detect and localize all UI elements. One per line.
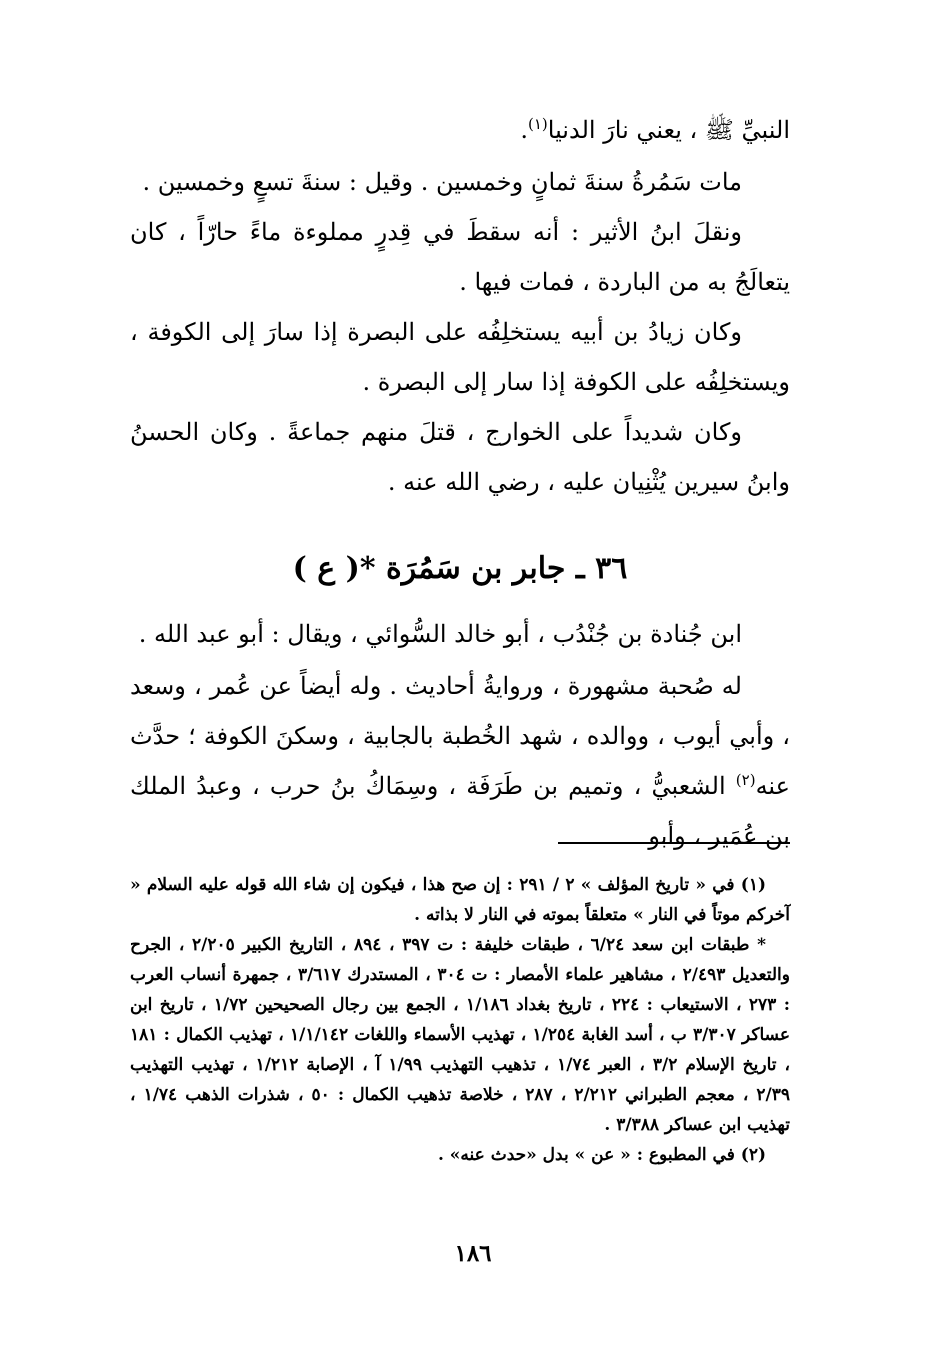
paragraph: مات سَمُرةُ سنةَ ثمانٍ وخمسين . وقيل : سنةَ تسعٍ وخمسين . xyxy=(142,168,742,196)
paragraph: وكان زيادُ بن أبيه يستخلِفُه على البصرة إذا سارَ إلى الكوفة ، ويستخلِفُه على الكوفة إذا سار إلى البصرة . xyxy=(130,318,790,396)
main-text xyxy=(130,105,790,861)
text-run: له صُحبة مشهورة ، وروايةُ أحاديث . وله أيضاً عن عُمر ، وسعد ، وأبي أيوب ، ووالده ، شهد الخُطبة بالجابية ، وسكنَ الكوفة ؛ حدَّث عنه xyxy=(130,672,791,800)
entry-title: ٣٦ ـ جابر بن سَمُرَة *( ع ) xyxy=(292,551,628,586)
footnote: (٢) في المطبوع : « عن » بدل «حدث عنه» . xyxy=(437,1145,766,1165)
text-line: النبيِّ ﷺ ، يعني نارَ الدنيا xyxy=(547,116,790,144)
paragraph: ونقلَ ابنُ الأثير : أنه سقطَ في قِدرٍ مملوءة ماءً حارّاً ، كان يتعالَجُ به من الباردة ، فمات فيها . xyxy=(130,218,790,296)
paragraph: وكان شديداً على الخوارج ، قتلَ منهم جماعةً . وكان الحسنُ وابنُ سيرين يُثْنِيان عليه ، رضي الله عنه . xyxy=(130,418,790,496)
text-run: الشعبيُّ ، وتميم بن طَرَفَة ، وسِمَاكُ بنُ حرب ، وعبدُ الملك بن عُمَير ، وأبو xyxy=(130,772,790,850)
footnote: (١) في « تاريخ المؤلف » ٢ / ٢٩١ : إن صح هذا ، فيكون إن شاء الله قوله عليه السلام « آخركم موتاً في النار » متعلقاً بموته في النار لا بذاته . xyxy=(130,875,790,925)
footnote-ref: (١) xyxy=(527,115,548,133)
footnote: * طبقات ابن سعد ٦/٢٤ ، طبقات خليفة : ت ٣٩٧ ، ٨٩٤ ، التاريخ الكبير ٢/٢٠٥ ، الجرح والتعديل ٢/٤٩٣ ، مشاهير علماء الأمصار : ت ٣٠٤ ، المستدرك ٣/٦١٧ ، جمهرة أنساب العرب : ٢٧٣ ، الاستيعاب : ٢٢٤ ، تاريخ بغداد ١/١٨٦ ، الجمع بين رجال الصحيحين ١/٧٢ ، تاريخ ابن عساكر ٣/٣٠٧ ب ، أسد الغابة ١/٢٥٤ ، تهذيب الأسماء واللغات ١/١/١٤٢ ، تهذيب الكمال : ١٨١ ، تاريخ الإسلام ٣/٢ ، العبر ١/٧٤ ، تذهيب التهذيب ١/٩٩ آ ، الإصابة ١/٢١٢ ، تهذيب التهذيب ٢/٣٩ ، معجم الطبراني ٢/٢١٢ ، ٢٨٧ ، خلاصة تذهيب الكمال : ٥٠ ، شذرات الذهب ١/٧٤ ، تهذيب ابن عساكر ٣/٣٨٨ . xyxy=(130,935,791,1135)
footnotes xyxy=(130,870,790,1170)
paragraph xyxy=(130,661,790,861)
paragraph-continued xyxy=(130,105,790,155)
footnote-divider xyxy=(558,842,790,844)
page-number: ١٨٦ xyxy=(454,1240,492,1267)
paragraph: ابن جُنادة بن جُنْدُب ، أبو خالد السُّوائي ، ويقال : أبو عبد الله . xyxy=(138,620,742,648)
footnote-ref: (٢) xyxy=(735,771,756,789)
text-line: . xyxy=(520,116,528,144)
